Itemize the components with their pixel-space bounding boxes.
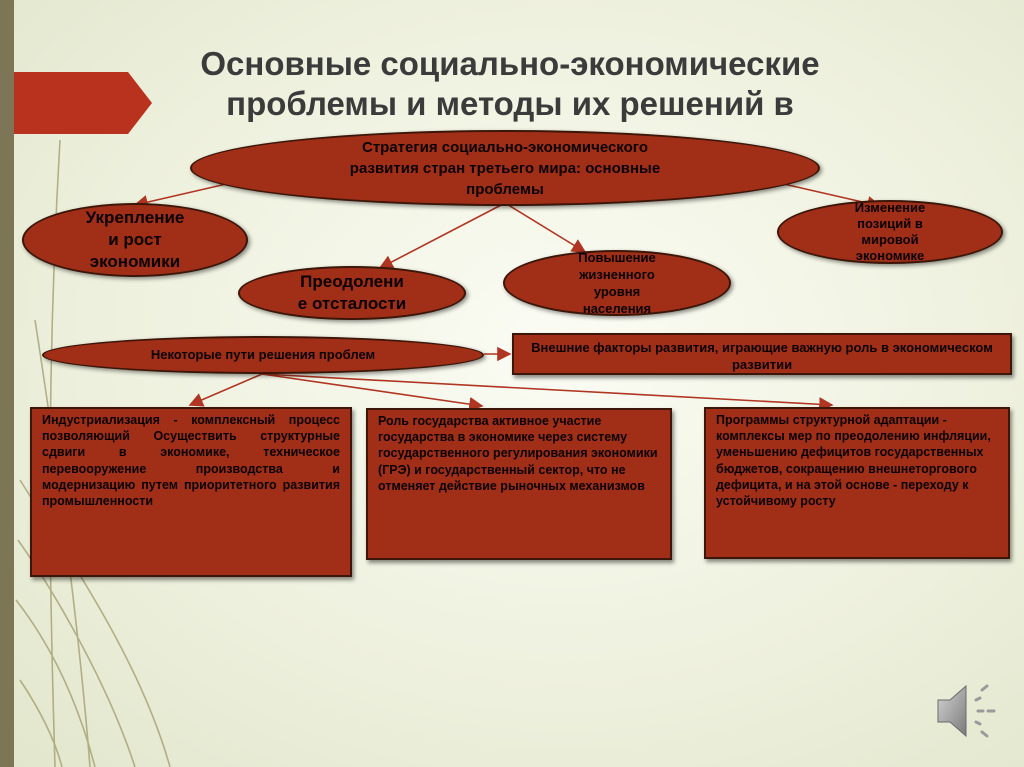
problem-world-position-label: Изменение позиций в мировой экономике — [854, 200, 926, 263]
title-arrow-shape — [14, 72, 152, 134]
solutions-label: Некоторые пути решения проблем — [150, 347, 376, 362]
method-adaptation-text: Программы структурной адаптации - комплексы мер по преодолению инфляции, уменьшению дефицитов государственных бюджетов, сокращению внешнеторгового дефицита, и на этой основе - переходу к устойчивому росту — [716, 413, 991, 509]
central-strategy-label: Стратегия социально-экономического развития стран третьего мира: основные проблемы — [349, 138, 661, 198]
method-adaptation-box — [704, 407, 1010, 559]
connector-paths-to-adaptation — [262, 374, 832, 405]
method-industrialization-text: Индустриализация - комплексный процесс позволяющий Осуществить структурные сдвиги в экономике, техническое перевооружение производства и модернизацию путем приоритетного развития промышленности — [42, 413, 340, 509]
problem-backwardness-label: Преодолени е отсталости — [297, 272, 407, 313]
connector-central-to-backwardness — [380, 203, 505, 268]
external-factors-box — [512, 333, 1012, 375]
connector-paths-to-state-role — [262, 374, 482, 406]
slide-title: Основные социально-экономические проблемы и методы их решений в — [200, 45, 820, 122]
connector-central-to-living-standard — [505, 203, 585, 252]
problem-backwardness-ellipse — [238, 266, 466, 320]
problem-world-position-ellipse — [777, 200, 1003, 264]
connector-paths-to-industrialization — [190, 374, 262, 405]
problem-living-standard-label: Повышение жизненного уровня населения — [578, 250, 656, 316]
method-industrialization-box — [30, 407, 352, 577]
problem-growth-ellipse — [22, 203, 248, 277]
method-state-role-box — [366, 408, 672, 560]
problem-growth-label: Укрепление и рост экономики — [85, 208, 185, 271]
problem-living-standard-ellipse — [503, 250, 731, 316]
side-bar — [0, 0, 14, 767]
method-state-role-text: Роль государства активное участие государства в экономике через систему государственного регулирования экономики (ГРЭ) и государственный сектор, что не отменяет действие рыночных механизмов — [378, 414, 658, 493]
connector-central-to-growth — [135, 182, 235, 205]
speaker-icon[interactable] — [932, 676, 1002, 746]
central-strategy-ellipse — [190, 130, 820, 206]
solutions-ellipse — [42, 336, 484, 374]
external-factors-label: Внешние факторы развития, играющие важную роль в экономическом развитии — [531, 340, 993, 372]
